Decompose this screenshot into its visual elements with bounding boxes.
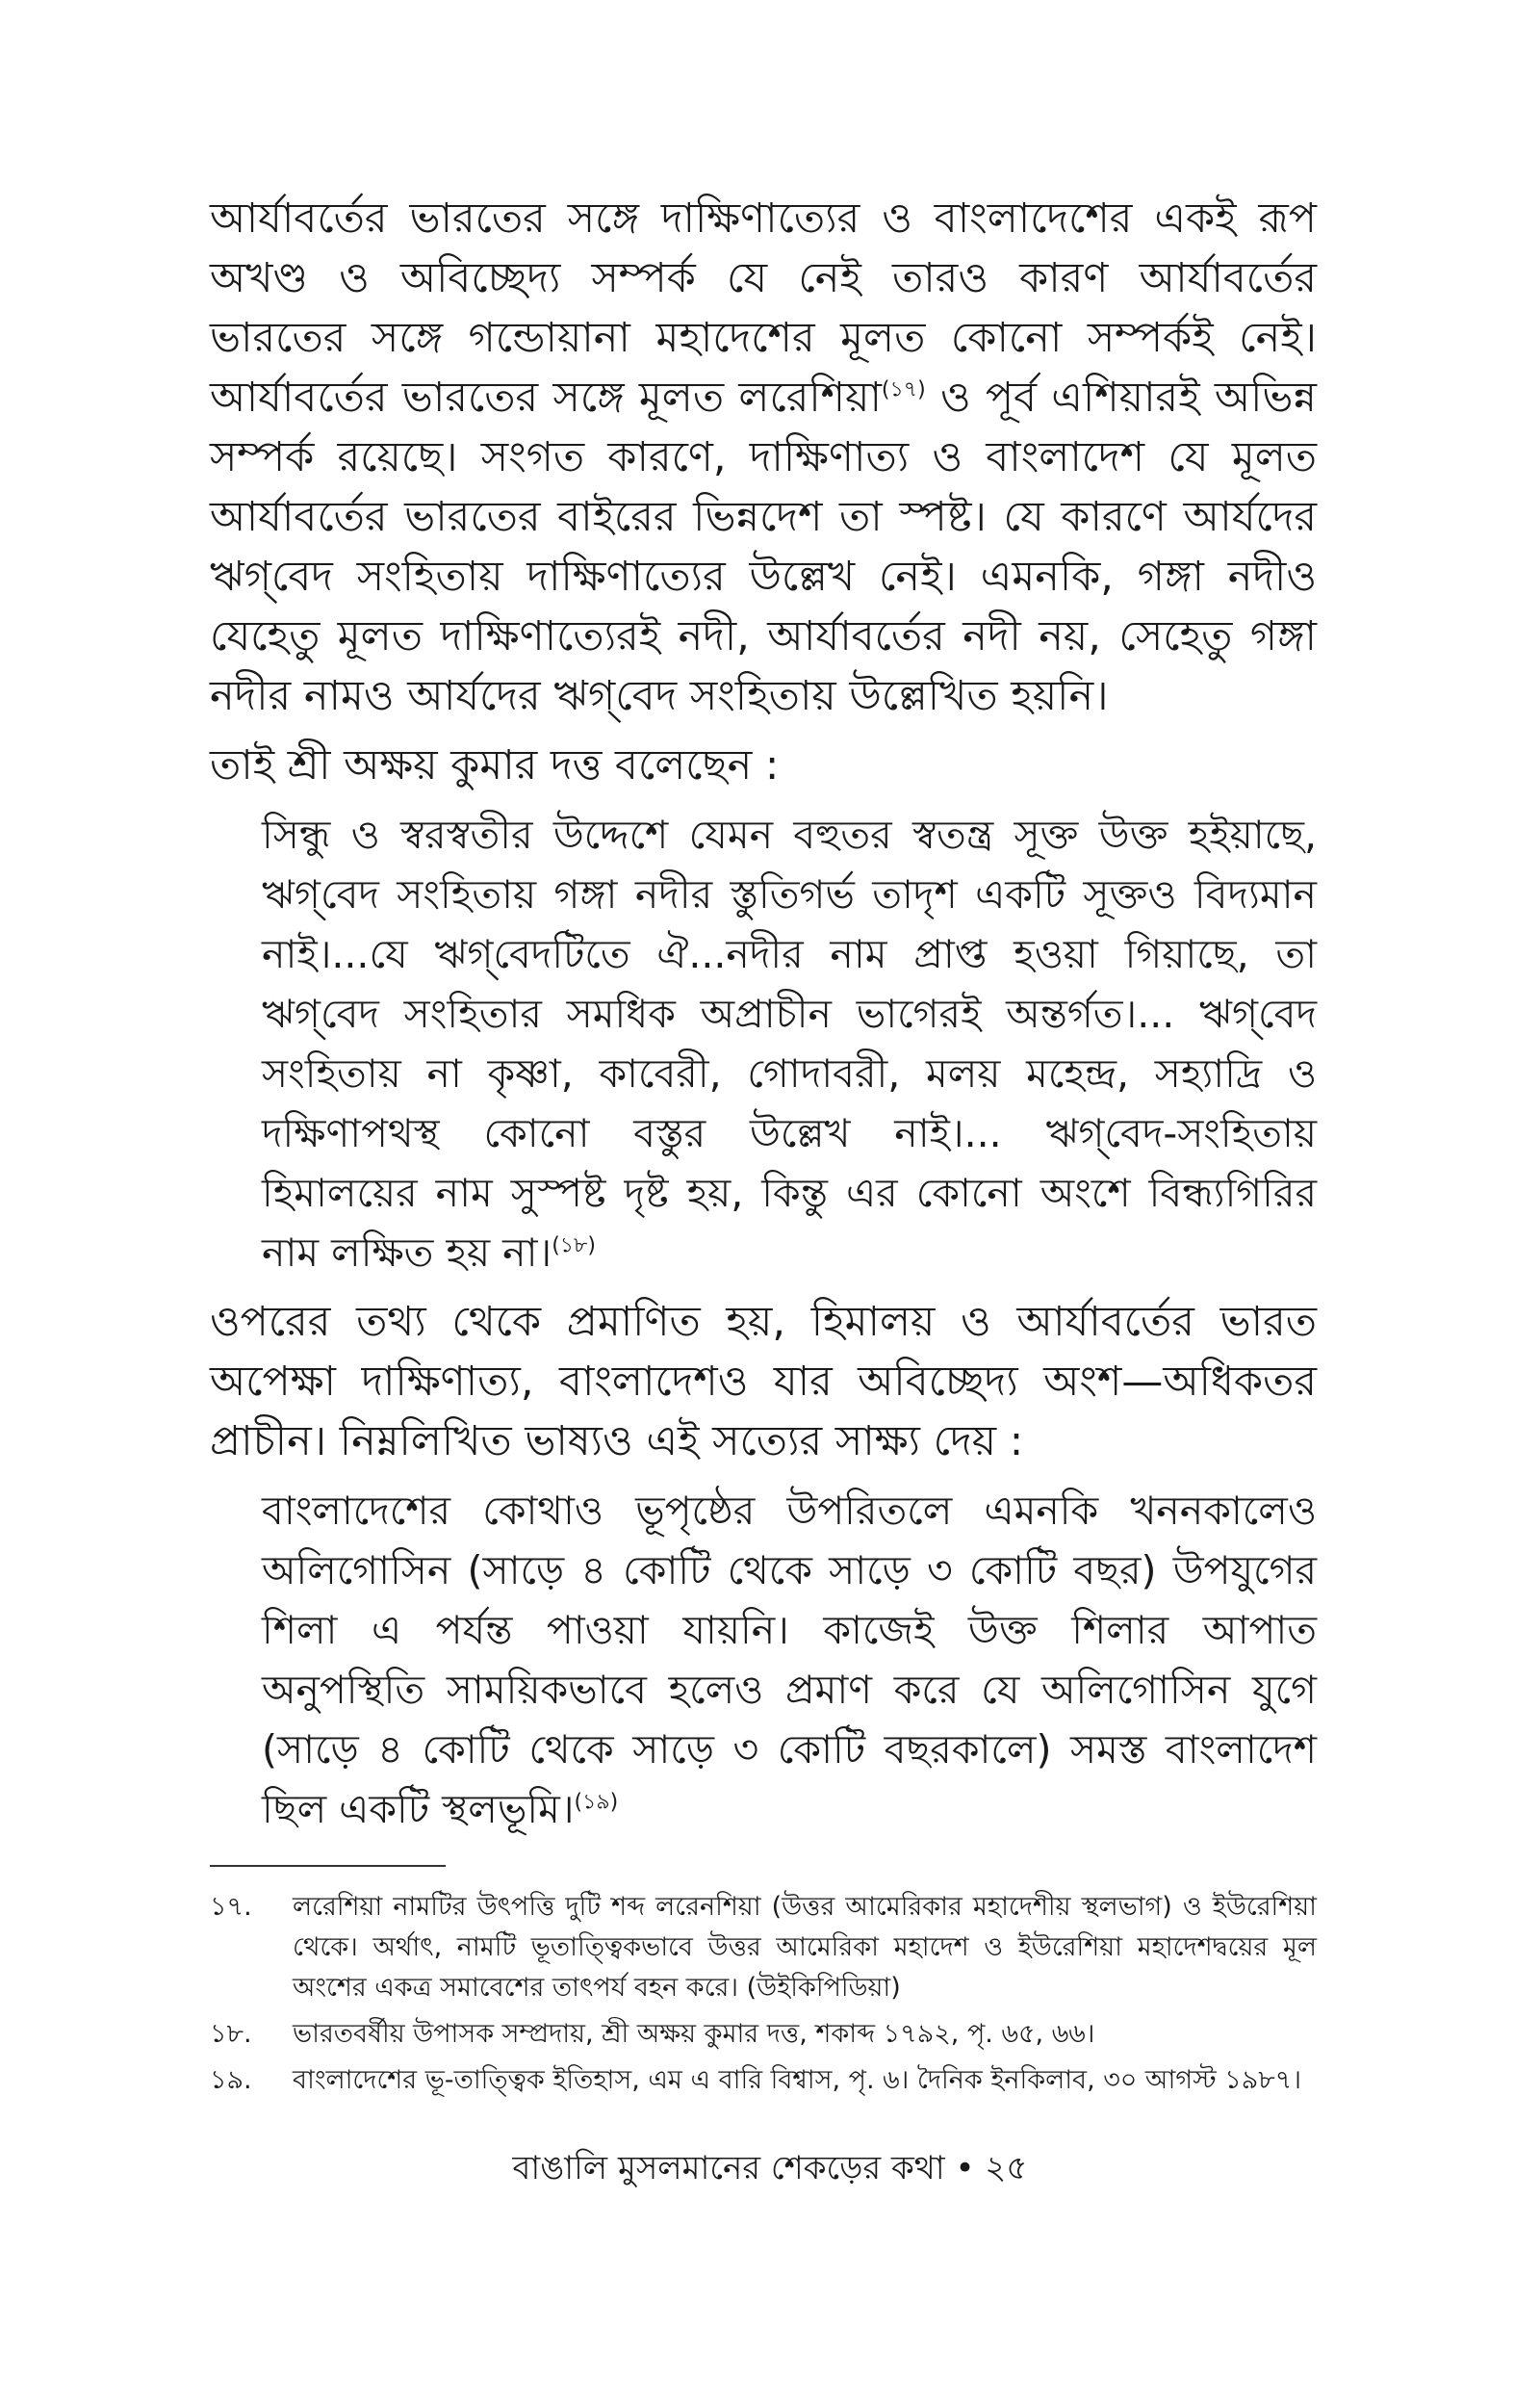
footnote-number: ১৭. (210, 1892, 252, 1922)
footnote-19 (210, 2060, 1317, 2101)
footnote-number: ১৮. (210, 2019, 252, 2049)
footnote-divider (210, 1865, 446, 1867)
paragraph-1 (210, 189, 1317, 726)
main-text (210, 189, 1317, 1839)
footnote-17 (210, 1887, 1317, 2008)
footnote-number: ১৯. (210, 2065, 252, 2095)
footnotes (210, 1887, 1317, 2101)
paragraph-1-text: আর্যাবর্তের ভারতের সঙ্গে দাক্ষিণাত্যের ও বাংলাদেশের একই রূপ অখণ্ড ও অবিচ্ছেদ্য সম্পর্ক যে নেই তারও কারণ আর্যাবর্তের ভারতের সঙ্গে গন্ডোয়ানা মহাদেশের মূলত কোনো সম্পর্কই নেই। আর্যাবর্তের ভারতের সঙ্গে মূলত লরেশিয়া (210, 194, 1317, 422)
footnote-text: ভারতবর্ষীয় উপাসক সম্প্রদায়, শ্রী অক্ষয় কুমার দত্ত, শকাব্দ ১৭৯২, পৃ. ৬৫, ৬৬। (293, 2019, 1095, 2049)
block-quote-1 (262, 805, 1317, 1282)
paragraph-1-text-rest: ও পূর্ব এশিয়ারই অভিন্ন সম্পর্ক রয়েছে। সংগত কারণে, দাক্ষিণাত্য ও বাংলাদেশ যে মূলত আর্যাবর্তের ভারতের বাইরের ভিন্নদেশ তা স্পষ্ট। যে কারণে আর্যদের ঋগ্‌বেদ সংহিতায় দাক্ষিণাত্যের উল্লেখ নেই। এমনকি, গঙ্গা নদীও যেহেতু মূলত দাক্ষিণাত্যেরই নদী, আর্যাবর্তের নদী নয়, সেহেতু গঙ্গা নদীর নামও আর্যদের ঋগ্‌বেদ সংহিতায় উল্লেখিত হয়নি। (210, 374, 1317, 720)
paragraph-2: তাই শ্রী অক্ষয় কুমার দত্ত বলেছেন : (210, 741, 780, 789)
footnote-text: বাংলাদেশের ভূ-তাত্ত্বিক ইতিহাস, এম এ বারি বিশ্বাস, পৃ. ৬। দৈনিক ইনকিলাব, ৩০ আগস্ট ১৯৮৭। (293, 2065, 1301, 2095)
block-quote-1-text: সিন্ধু ও স্বরস্বতীর উদ্দেশে যেমন বহুতর স্বতন্ত্র সূক্ত উক্ত হইয়াছে, ঋগ্‌বেদ সংহিতায় গঙ্গা নদীর স্তুতিগর্ভ তাদৃশ একটি সূক্তও বিদ্যমান নাই।...যে ঋগ্‌বেদটিতে ঐ...নদীর নাম প্রাপ্ত হওয়া গিয়াছে, তা ঋগ্‌বেদ সংহিতার সমধিক অপ্রাচীন ভাগেরই অন্তর্গত।... ঋগ্‌বেদ সংহিতায় না কৃষ্ণা, কাবেরী, গোদাবরী, মলয় মহেন্দ্র, সহ্যাদ্রি ও দক্ষিণাপথস্থ কোনো বস্তুর উল্লেখ নাই।... ঋগ্‌বেদ-সংহিতায় হিমালয়ের নাম সুস্পষ্ট দৃষ্ট হয়, কিন্তু এর কোনো অংশে বিন্ধ্যগিরির নাম লক্ষিত হয় না। (262, 812, 1317, 1276)
footnote-ref-19: (১৯) (574, 1790, 619, 1815)
footnote-ref-18: (১৮) (552, 1233, 596, 1258)
footnote-18 (210, 2014, 1317, 2055)
block-quote-2 (262, 1481, 1317, 1839)
paragraph-3: ওপরের তথ্য থেকে প্রমাণিত হয়, হিমালয় ও আর্যাবর্তের ভারত অপেক্ষা দাক্ষিণাত্য, বাংলাদেশও যার অবিচ্ছেদ্য অংশ—অধিকতর প্রাচীন। নিম্নলিখিত ভাষ্যও এই সত্যের সাক্ষ্য দেয় : (210, 1298, 1317, 1465)
footnote-ref-17: (১৭) (881, 377, 926, 402)
running-footer: বাঙালি মুসলমানের শেকড়ের কথা • ২৫ (512, 2149, 1028, 2187)
footnote-text: লরেশিয়া নামটির উৎপত্তি দুটি শব্দ লরেনশিয়া (উত্তর আমেরিকার মহাদেশীয় স্থলভাগ) ও ইউরেশিয়া থেকে। অর্থাৎ, নামটি ভূতাত্ত্বিকভাবে উত্তর আমেরিকা মহাদেশ ও ইউরেশিয়া মহাদেশদ্বয়ের মূল অংশের একত্র সমাবেশের তাৎপর্য বহন করে। (উইকিপিডিয়া) (293, 1892, 1317, 2003)
block-quote-2-text: বাংলাদেশের কোথাও ভূপৃষ্ঠের উপরিতলে এমনকি খননকালেও অলিগোসিন (সাড়ে ৪ কোটি থেকে সাড়ে ৩ কোটি বছর) উপযুগের শিলা এ পর্যন্ত পাওয়া যায়নি। কাজেই উক্ত শিলার আপাত অনুপস্থিতি সাময়িকভাবে হলেও প্রমাণ করে যে অলিগোসিন যুগে (সাড়ে ৪ কোটি থেকে সাড়ে ৩ কোটি বছরকালে) সমস্ত বাংলাদেশ ছিল একটি স্থলভূমি। (262, 1488, 1317, 1832)
